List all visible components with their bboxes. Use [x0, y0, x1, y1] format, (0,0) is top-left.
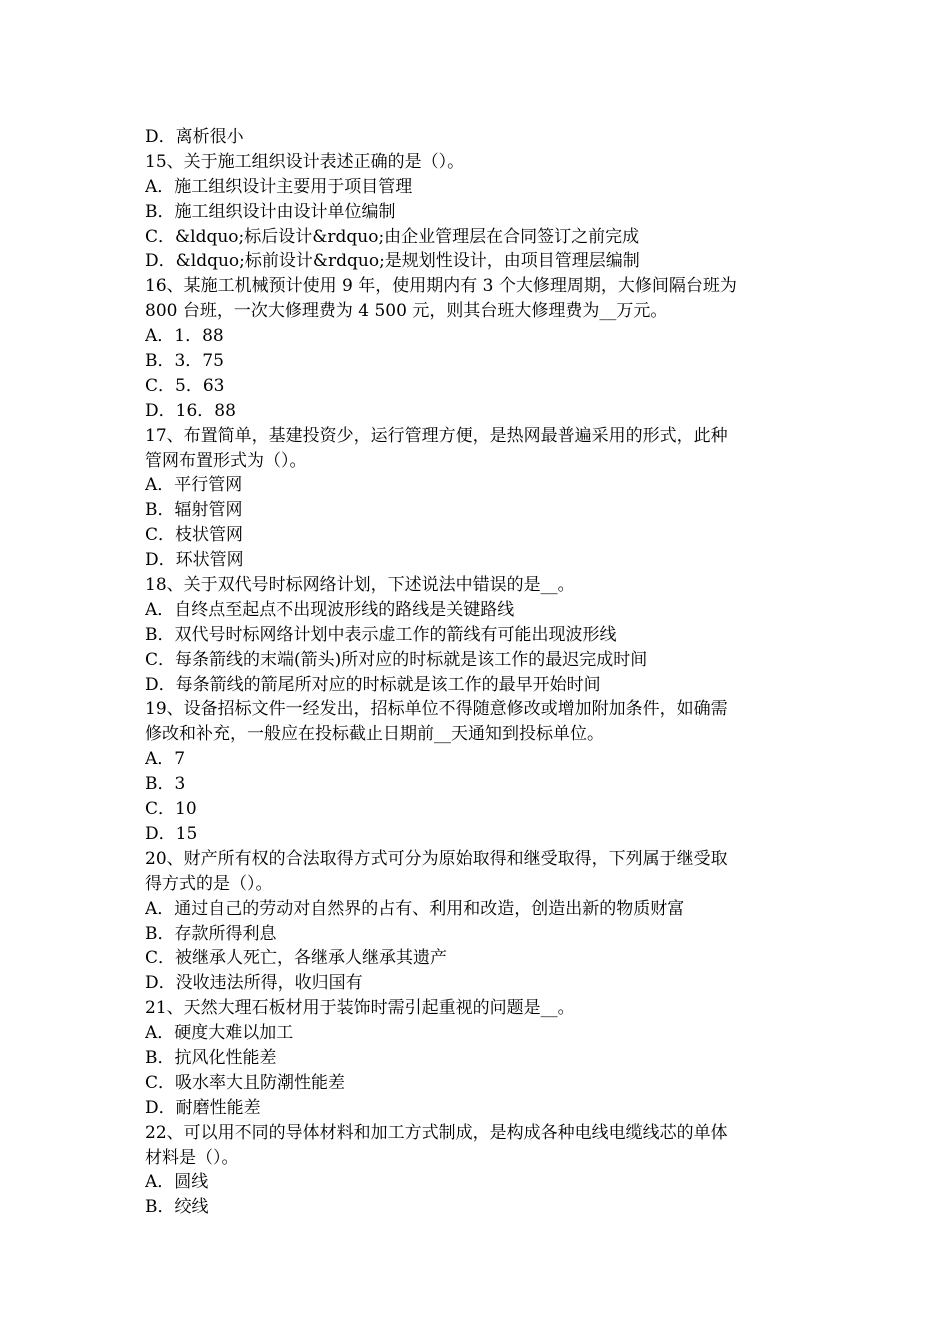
text-line: B．双代号时标网络计划中表示虚工作的箭线有可能出现波形线: [145, 624, 617, 645]
text-line: 20、财产所有权的合法取得方式可分为原始取得和继受取得，下列属于继受取: [145, 848, 728, 869]
text-line: B．存款所得利息: [145, 923, 277, 944]
text-line: 16、某施工机械预计使用 9 年，使用期内有 3 个大修理周期，大修间隔台班为: [145, 276, 737, 297]
text-line: 22、可以用不同的导体材料和加工方式制成，是构成各种电线电缆线芯的单体: [145, 1122, 728, 1143]
text-line: C．10: [145, 799, 197, 820]
text-line: D．&ldquo;标前设计&rdquo;是规划性设计，由项目管理层编制: [145, 251, 640, 272]
text-line: 800 台班，一次大修理费为 4 500 元，则其台班大修理费为__万元。: [145, 301, 668, 322]
text-line: A．圆线: [145, 1172, 209, 1193]
text-line: D．16．88: [145, 400, 236, 421]
text-line: A．硬度大难以加工: [145, 1023, 294, 1044]
text-line: D．没收违法所得，收归国有: [145, 973, 363, 994]
text-line: B．3．75: [145, 351, 224, 372]
text-line: C．5．63: [145, 375, 225, 396]
text-line: A．通过自己的劳动对自然界的占有、利用和改造，创造出新的物质财富: [145, 898, 685, 919]
text-line: D．耐磨性能差: [145, 1097, 261, 1118]
text-line: B．抗风化性能差: [145, 1047, 277, 1068]
text-line: A．7: [145, 749, 186, 770]
text-line: 17、布置简单，基建投资少，运行管理方便，是热网最普遍采用的形式，此种: [145, 425, 728, 446]
text-line: 19、设备招标文件一经发出，招标单位不得随意修改或增加附加条件，如确需: [145, 699, 728, 720]
text-line: A．施工组织设计主要用于项目管理: [145, 176, 413, 197]
text-line: 18、关于双代号时标网络计划，下述说法中错误的是__。: [145, 575, 575, 596]
text-line: A．自终点至起点不出现波形线的路线是关键路线: [145, 599, 515, 620]
text-line: D．15: [145, 823, 198, 844]
text-line: 管网布置形式为（）。: [145, 450, 307, 471]
text-line: C．被继承人死亡，各继承人继承其遗产: [145, 948, 448, 969]
text-line: A．平行管网: [145, 475, 243, 496]
text-line: C．&ldquo;标后设计&rdquo;由企业管理层在合同签订之前完成: [145, 226, 640, 247]
text-line: C．吸水率大且防潮性能差: [145, 1072, 346, 1093]
text-line: B．绞线: [145, 1197, 209, 1218]
text-line: D．每条箭线的箭尾所对应的时标就是该工作的最早开始时间: [145, 674, 601, 695]
text-line: 15、关于施工组织设计表述正确的是（）。: [145, 151, 465, 172]
document-body: [145, 125, 810, 1220]
text-line: C．每条箭线的末端(箭头)所对应的时标就是该工作的最迟完成时间: [145, 649, 648, 670]
text-line: C．枝状管网: [145, 525, 244, 546]
text-line: B．施工组织设计由设计单位编制: [145, 201, 396, 222]
text-line: 修改和补充，一般应在投标截止日期前__天通知到投标单位。: [145, 724, 604, 745]
text-line: B．3: [145, 774, 186, 795]
text-line: 21、天然大理石板材用于装饰时需引起重视的问题是__。: [145, 998, 575, 1019]
text-line: 得方式的是（）。: [145, 873, 273, 894]
text-line: D．离析很小: [145, 127, 244, 147]
text-line: 材料是（）。: [145, 1147, 239, 1168]
text-line: D．环状管网: [145, 550, 244, 571]
text-line: A．1．88: [145, 326, 224, 347]
text-line: B．辐射管网: [145, 500, 243, 521]
